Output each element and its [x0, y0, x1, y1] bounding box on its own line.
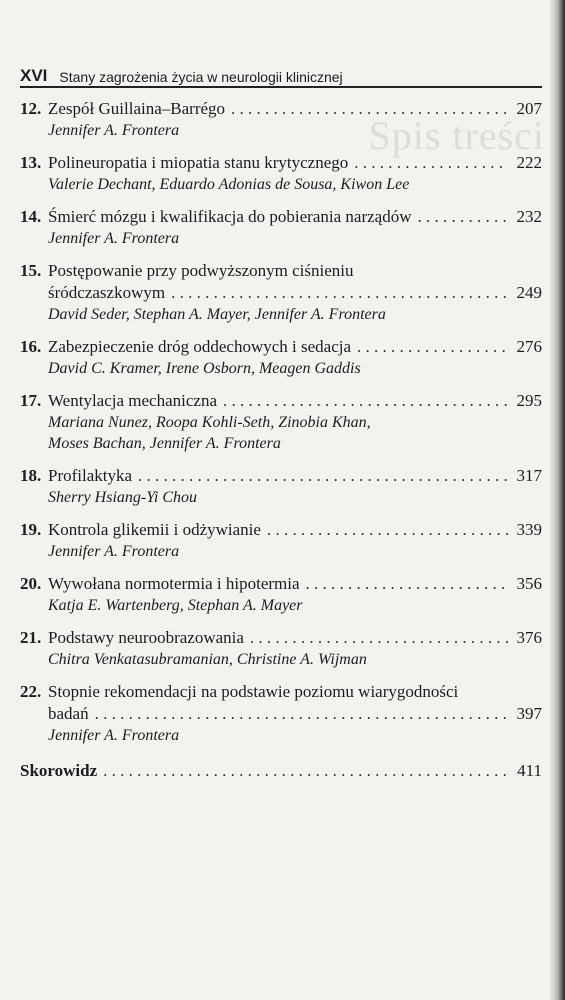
toc-entry[interactable]	[20, 152, 542, 195]
chapter-number: 20.	[20, 574, 42, 593]
page-number: 411	[517, 761, 542, 780]
dot-leader	[138, 465, 508, 487]
chapter-title: Polineuropatia i miopatia stanu krytycznego	[48, 153, 349, 172]
chapter-authors: Valerie Dechant, Eduardo Adonias de Sousa, Kiwon Lee	[48, 176, 410, 193]
chapter-authors: Jennifer A. Frontera	[48, 230, 180, 247]
book-title: Stany zagrożenia życia w neurologii klinicznej	[59, 69, 343, 85]
dot-leader	[267, 519, 508, 541]
toc-entry[interactable]	[20, 206, 542, 249]
dot-leader	[250, 627, 508, 649]
chapter-title: badań	[48, 704, 89, 723]
chapter-authors: David C. Kramer, Irene Osborn, Meagen Gaddis	[48, 360, 361, 377]
chapter-number: 12.	[20, 99, 42, 118]
chapter-title: Profilaktyka	[48, 466, 133, 485]
chapter-number: 18.	[20, 466, 42, 485]
toc-entry[interactable]	[20, 519, 542, 562]
chapter-authors: Sherry Hsiang-Yi Chou	[48, 489, 198, 506]
page-number-roman: XVI	[20, 66, 48, 85]
page-number: 339	[516, 520, 542, 539]
page-number: 397	[516, 704, 542, 723]
page-number: 356	[516, 574, 542, 593]
chapter-title: Wywołana normotermia i hipotermia	[48, 574, 300, 593]
dot-leader	[231, 98, 508, 120]
page-number: 222	[516, 153, 542, 172]
toc-entry[interactable]	[20, 627, 542, 670]
chapter-title: Wentylacja mechaniczna	[48, 391, 218, 410]
chapter-title: Kontrola glikemii i odżywianie	[48, 520, 261, 539]
chapter-number: 13.	[20, 153, 42, 172]
toc-entry[interactable]	[20, 336, 542, 379]
chapter-title: Zespół Guillaina–Barrégo	[48, 99, 226, 118]
dot-leader	[171, 282, 508, 304]
chapter-authors: Jennifer A. Frontera	[48, 543, 180, 560]
chapter-number: 19.	[20, 520, 42, 539]
toc-entry-index[interactable]	[20, 760, 542, 782]
page-number: 249	[516, 283, 542, 302]
page-gutter-shadow	[549, 0, 565, 1000]
dot-leader	[103, 760, 508, 782]
page-number: 276	[516, 337, 542, 356]
dot-leader	[95, 703, 508, 725]
table-of-contents	[20, 98, 542, 793]
chapter-title-first-line: Stopnie rekomendacji na podstawie poziomu wiarygodności	[48, 682, 459, 701]
running-header	[20, 62, 542, 88]
chapter-title-first-line: Postępowanie przy podwyższonym ciśnieniu	[48, 261, 354, 280]
chapter-number: 17.	[20, 391, 42, 410]
toc-entry[interactable]	[20, 465, 542, 508]
chapter-authors: Jennifer A. Frontera	[48, 727, 180, 744]
index-title: Skorowidz	[20, 761, 98, 780]
toc-entry[interactable]	[20, 98, 542, 141]
chapter-authors: Katja E. Wartenberg, Stephan A. Mayer	[48, 597, 303, 614]
chapter-number: 16.	[20, 337, 42, 356]
toc-entry[interactable]	[20, 260, 542, 325]
dot-leader	[357, 336, 508, 358]
page-number: 376	[516, 628, 542, 647]
chapter-authors: David Seder, Stephan A. Mayer, Jennifer A. Frontera	[48, 306, 386, 323]
chapter-number: 21.	[20, 628, 42, 647]
dot-leader	[306, 573, 508, 595]
toc-entry[interactable]	[20, 573, 542, 616]
chapter-number: 15.	[20, 261, 42, 280]
chapter-title: Podstawy neuroobrazowania	[48, 628, 244, 647]
chapter-authors: Chitra Venkatasubramanian, Christine A. Wijman	[48, 651, 367, 668]
chapter-title: śródczaszkowym	[48, 283, 166, 302]
page-number: 317	[516, 466, 542, 485]
chapter-authors: Mariana Nunez, Roopa Kohli-Seth, Zinobia Khan,	[48, 414, 371, 431]
page-number: 232	[516, 207, 542, 226]
dot-leader	[417, 206, 508, 228]
chapter-number: 14.	[20, 207, 42, 226]
toc-entry[interactable]	[20, 390, 542, 454]
dot-leader	[354, 152, 508, 174]
chapter-title: Zabezpieczenie dróg oddechowych i sedacja	[48, 337, 352, 356]
page-number: 295	[516, 391, 542, 410]
bleed-through-text: Spis treści	[368, 113, 545, 158]
chapter-authors: Moses Bachan, Jennifer A. Frontera	[48, 435, 281, 452]
chapter-number: 22.	[20, 682, 42, 701]
chapter-authors: Jennifer A. Frontera	[48, 122, 180, 139]
page-number: 207	[516, 99, 542, 118]
toc-entry[interactable]	[20, 681, 542, 746]
dot-leader	[223, 390, 508, 412]
chapter-title: Śmierć mózgu i kwalifikacja do pobierania narządów	[48, 207, 412, 226]
